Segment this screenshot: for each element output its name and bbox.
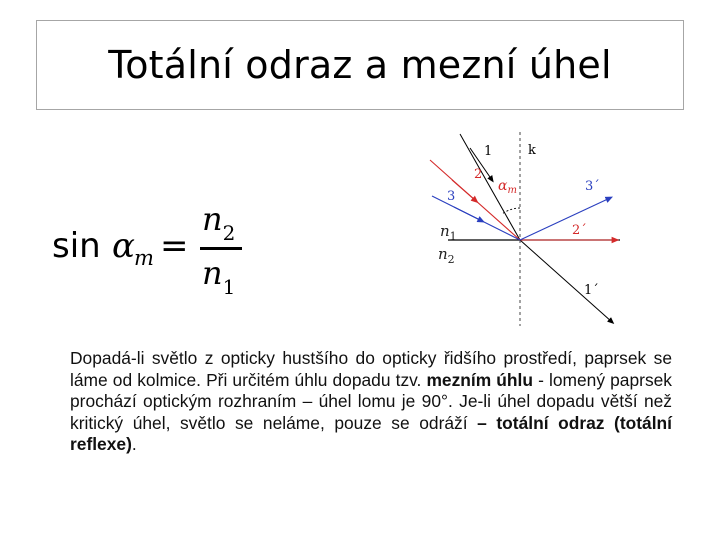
formula-sin: sin [52, 226, 101, 266]
denominator-subscript: 1 [222, 275, 236, 299]
ray-3-incident-arrow [454, 207, 482, 221]
formula-denominator [202, 254, 236, 299]
ray-2-label: 2 [474, 167, 483, 182]
ray-3-reflected [520, 198, 610, 240]
numerator-subscript: 2 [222, 221, 236, 245]
formula-equals: = [160, 226, 189, 266]
alpha-m-subscript: m [507, 185, 517, 196]
ray-2-prime-label: 2´ [572, 223, 587, 238]
formula-alpha: α [112, 226, 135, 266]
explanation-paragraph [70, 348, 672, 456]
ray-3-prime-label: 3´ [585, 179, 600, 194]
formula-numerator [202, 200, 236, 245]
slide-title: Totální odraz a mezní úhel [108, 43, 612, 87]
formula-alpha-subscript: m [134, 246, 154, 270]
ray-1-refracted [520, 240, 612, 322]
paragraph-text-1: Dopadá-li světlo z opticky hustšího do opticky řidšího prostředí, paprsek se láme od kolmice. Při určitém úhlu dopadu tzv. [70, 348, 672, 390]
normal-k-label: k [528, 143, 536, 158]
fraction-bar [200, 247, 242, 250]
ray-1-prime-label: 1´ [584, 283, 599, 298]
n2-subscript: 2 [447, 253, 455, 266]
paragraph-text-3: . [131, 434, 137, 454]
denominator-symbol: n [202, 254, 223, 292]
numerator-symbol: n [202, 200, 223, 238]
ray-1-label: 1 [484, 144, 493, 159]
n2-symbol: n [438, 245, 448, 263]
title-frame [36, 20, 684, 110]
paragraph-bold-total-reflection: – totální odraz (totální reflexe) [70, 412, 672, 454]
alpha-m-symbol: α [498, 178, 508, 194]
paragraph-bold-critical-angle: mezním úhlu [426, 369, 534, 390]
n1-subscript: 1 [449, 230, 457, 243]
critical-angle-formula [52, 198, 252, 298]
ray-2-incident-arrow [452, 180, 476, 201]
alpha-m-label [498, 178, 517, 196]
n1-symbol: n [440, 222, 450, 240]
paragraph-text-2: - lomený paprsek prochází optickým rozhraním – úhel lomu je 90°. Je-li úhel dopadu větší než kritický úhel, světlo se neláme, pouze se odráží [70, 369, 673, 433]
ray-3-label: 3 [447, 189, 456, 204]
refraction-diagram [420, 130, 630, 330]
